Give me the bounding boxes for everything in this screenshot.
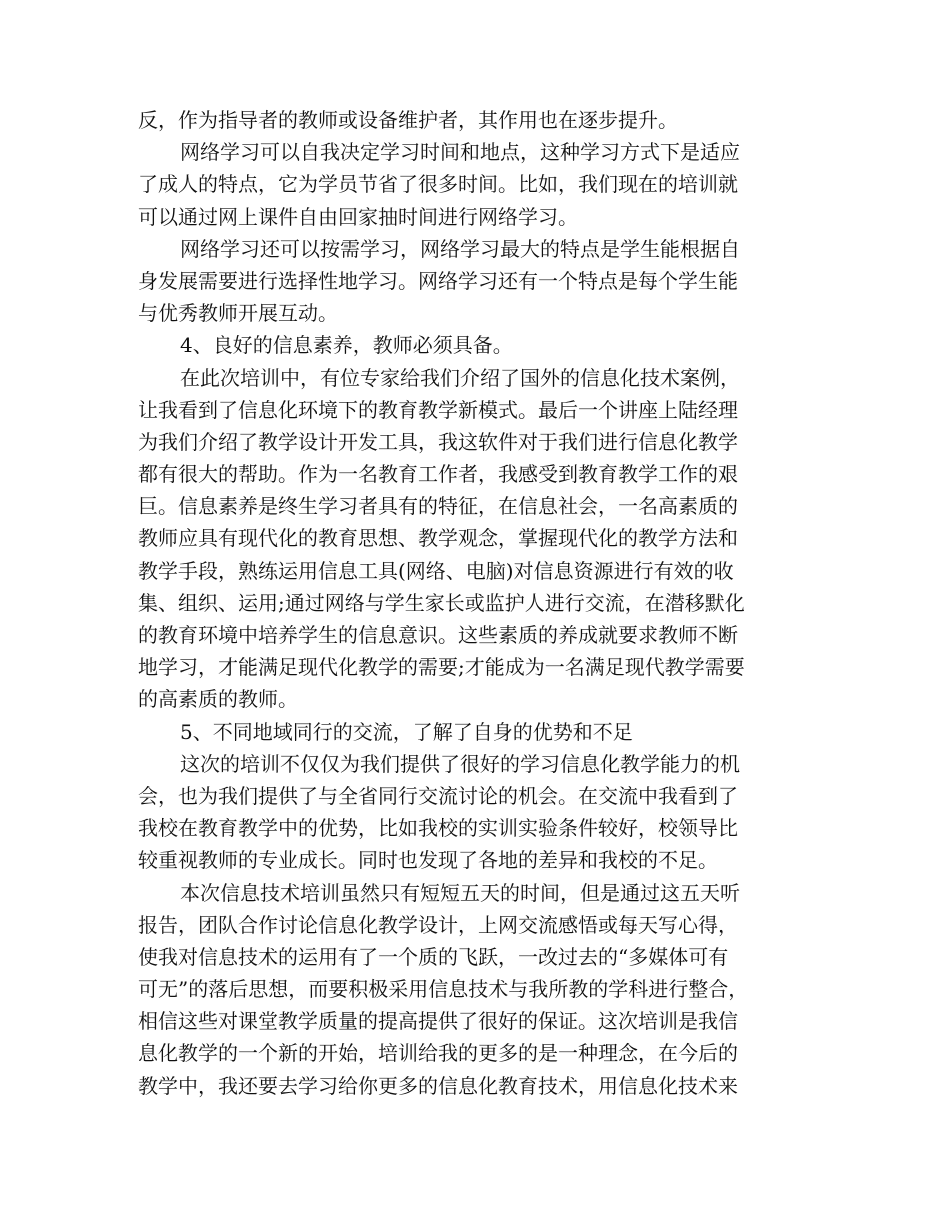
text-line: 与优秀教师开展互动。 bbox=[138, 301, 338, 326]
text-line: 较重视教师的专业成长。同时也发现了各地的差异和我校的不足。 bbox=[138, 848, 718, 873]
text-line: 的教育环境中培养学生的信息意识。这些素质的养成就要求教师不断 bbox=[138, 623, 738, 647]
text-line: 教师应具有现代化的教育思想、教学观念，掌握现代化的教学方法和 bbox=[138, 526, 738, 551]
text-line: 网络学习还可以按需学习，网络学习最大的特点是学生能根据自 bbox=[180, 236, 740, 261]
text-line: 息化教学的一个新的开始，培训给我的更多的是一种理念，在今后的 bbox=[138, 1041, 738, 1066]
text-line: 教学中，我还要去学习给你更多的信息化教育技术，用信息化技术来 bbox=[138, 1073, 738, 1098]
text-line: 都有很大的帮助。作为一名教育工作者，我感受到教育教学工作的艰 bbox=[138, 462, 738, 487]
text-line: 反，作为指导者的教师或设备维护者，其作用也在逐步提升。 bbox=[138, 108, 678, 132]
text-line: 可无”的落后思想，而要积极采用信息技术与我所教的学科进行整合， bbox=[138, 977, 749, 1002]
document-body bbox=[138, 104, 818, 1102]
text-line: 集、组织、运用;通过网络与学生家长或监护人进行交流，在潜移默化 bbox=[138, 590, 745, 615]
text-line: 会，也为我们提供了与全省同行交流讨论的机会。在交流中我看到了 bbox=[138, 783, 738, 808]
text-line: 了成人的特点，它为学员节省了很多时间。比如，我们现在的培训就 bbox=[138, 172, 738, 197]
text-line: 本次信息技术培训虽然只有短短五天的时间，但是通过这五天听 bbox=[180, 880, 740, 905]
text-line: 这次的培训不仅仅为我们提供了很好的学习信息化教学能力的机 bbox=[180, 751, 740, 776]
text-line: 我校在教育教学中的优势，比如我校的实训实验条件较好，校领导比 bbox=[138, 816, 738, 841]
text-line: 身发展需要进行选择性地学习。网络学习还有一个特点是每个学生能 bbox=[138, 268, 738, 293]
text-line: 巨。信息素养是终生学习者具有的特征，在信息社会，一名高素质的 bbox=[138, 494, 738, 519]
text-line: 可以通过网上课件自由回家抽时间进行网络学习。 bbox=[138, 204, 578, 229]
text-line: 网络学习可以自我决定学习时间和地点，这种学习方式下是适应 bbox=[180, 140, 740, 165]
text-line: 的高素质的教师。 bbox=[138, 687, 298, 712]
text-line: 相信这些对课堂教学质量的提高提供了很好的保证。这次培训是我信 bbox=[138, 1009, 738, 1034]
text-line: 教学手段，熟练运用信息工具(网络、电脑)对信息资源进行有效的收 bbox=[138, 558, 734, 583]
text-line: 报告，团队合作讨论信息化教学设计，上网交流感悟或每天写心得， bbox=[138, 912, 738, 937]
text-line: 在此次培训中，有位专家给我们介绍了国外的信息化技术案例， bbox=[180, 365, 740, 390]
text-line: 让我看到了信息化环境下的教育教学新模式。最后一个讲座上陆经理 bbox=[138, 397, 738, 422]
text-line: 为我们介绍了教学设计开发工具，我这软件对于我们进行信息化教学 bbox=[138, 429, 738, 454]
text-line: 地学习，才能满足现代化教学的需要;才能成为一名满足现代教学需要 bbox=[138, 655, 745, 680]
text-line: 5、不同地域同行的交流，了解了自身的优势和不足 bbox=[180, 719, 633, 744]
text-line: 4、良好的信息素养，教师必须具备。 bbox=[180, 333, 513, 358]
text-line: 使我对信息技术的运用有了一个质的飞跃，一改过去的“多媒体可有 bbox=[138, 944, 729, 969]
